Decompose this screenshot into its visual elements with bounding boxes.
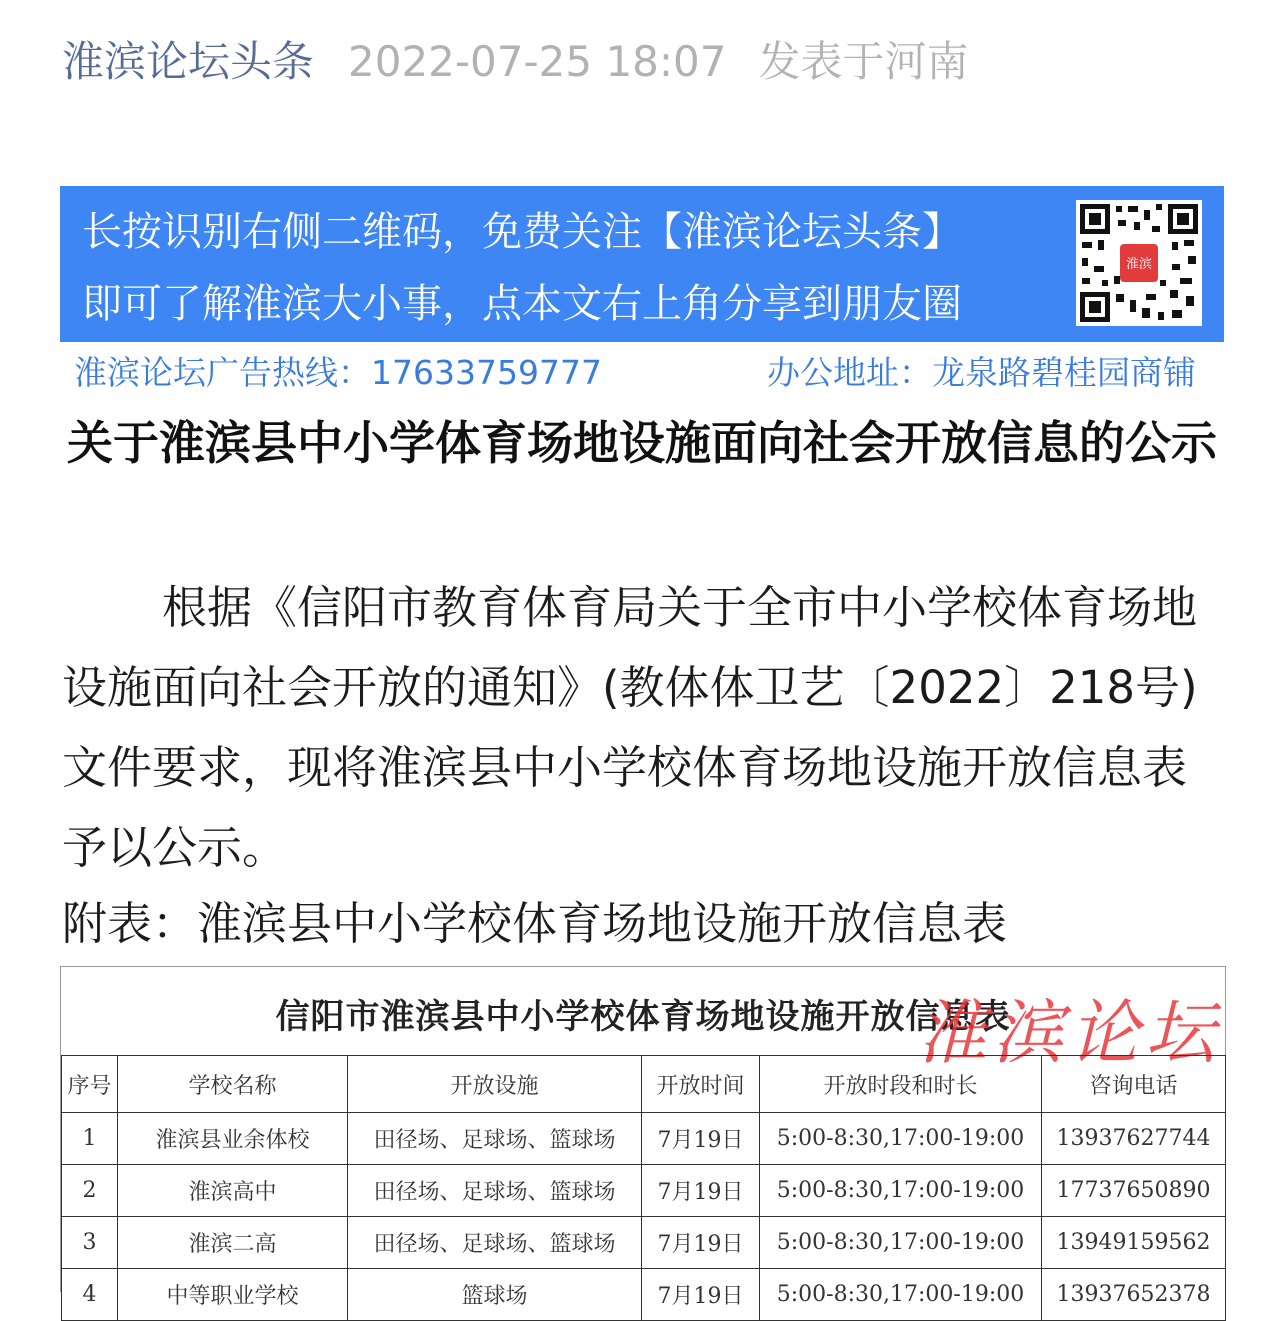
cell-open-date: 7月19日 — [642, 1165, 760, 1217]
watermark-logo: 淮滨论坛 — [917, 992, 1221, 1074]
table-title: 信阳市淮滨县中小学校体育场地设施开放信息表 — [275, 997, 1011, 1037]
cell-school: 淮滨县业余体校 — [118, 1113, 348, 1165]
cell-phone: 13937627744 — [1042, 1113, 1226, 1165]
cell-facilities: 田径场、足球场、篮球场 — [348, 1165, 642, 1217]
cell-phone: 13949159562 — [1042, 1217, 1226, 1269]
cell-index: 1 — [62, 1113, 118, 1165]
publish-time: 2022-07-25 18:07 — [348, 37, 727, 86]
cell-hours: 5:00-8:30,17:00-19:00 — [760, 1113, 1042, 1165]
article-paragraph — [62, 568, 1224, 888]
office-address: 办公地址：龙泉路碧桂园商铺 — [767, 353, 1196, 392]
cell-facilities: 田径场、足球场、篮球场 — [348, 1113, 642, 1165]
source-account-link[interactable]: 淮滨论坛头条 — [62, 37, 315, 86]
paragraph-text: 根据《信阳市教育体育局关于全市中小学校体育场地设施面向社会开放的通知》(教体体卫艺〔2022〕218号)文件要求，现将淮滨县中小学校体育场地设施开放信息表予以公示。 — [62, 581, 1198, 874]
ad-hotline: 淮滨论坛广告热线：17633759777 — [74, 353, 602, 392]
qr-code-icon[interactable] — [1076, 200, 1202, 326]
article-title: 关于淮滨县中小学体育场地设施面向社会开放信息的公示 — [67, 416, 1217, 470]
header-cell: 学校名称 — [118, 1056, 348, 1113]
cell-facilities: 篮球场 — [348, 1269, 642, 1321]
table-header-row — [62, 1056, 1226, 1113]
article-meta — [62, 34, 969, 90]
banner-line-1: 长按识别右侧二维码，免费关注【淮滨论坛头条】 — [82, 209, 962, 255]
cell-school: 中等职业学校 — [118, 1269, 348, 1321]
publish-location: 发表于河南 — [758, 37, 969, 86]
facility-table — [61, 1055, 1226, 1321]
header-cell: 开放设施 — [348, 1056, 642, 1113]
cell-index: 2 — [62, 1165, 118, 1217]
info-table-image — [60, 966, 1226, 1309]
cell-phone: 17737650890 — [1042, 1165, 1226, 1217]
cell-facilities: 田径场、足球场、篮球场 — [348, 1217, 642, 1269]
follow-banner — [60, 186, 1224, 342]
cell-school: 淮滨高中 — [118, 1165, 348, 1217]
cell-hours: 5:00-8:30,17:00-19:00 — [760, 1217, 1042, 1269]
table-row — [62, 1269, 1226, 1321]
cell-index: 4 — [62, 1269, 118, 1321]
table-row — [62, 1113, 1226, 1165]
banner-line-2: 即可了解淮滨大小事，点本文右上角分享到朋友圈 — [82, 281, 962, 327]
cell-index: 3 — [62, 1217, 118, 1269]
svg-text:淮滨: 淮滨 — [1125, 256, 1153, 271]
table-row — [62, 1165, 1226, 1217]
header-cell: 咨询电话 — [1042, 1056, 1226, 1113]
cell-hours: 5:00-8:30,17:00-19:00 — [760, 1269, 1042, 1321]
cell-phone: 13937652378 — [1042, 1269, 1226, 1321]
table-row — [62, 1217, 1226, 1269]
cell-open-date: 7月19日 — [642, 1269, 760, 1321]
cell-open-date: 7月19日 — [642, 1113, 760, 1165]
cell-hours: 5:00-8:30,17:00-19:00 — [760, 1165, 1042, 1217]
attachment-caption: 附表：淮滨县中小学校体育场地设施开放信息表 — [62, 897, 1008, 950]
header-cell: 序号 — [62, 1056, 118, 1113]
cell-open-date: 7月19日 — [642, 1217, 760, 1269]
cell-school: 淮滨二高 — [118, 1217, 348, 1269]
header-cell: 开放时间 — [642, 1056, 760, 1113]
header-cell: 开放时段和时长 — [760, 1056, 1042, 1113]
